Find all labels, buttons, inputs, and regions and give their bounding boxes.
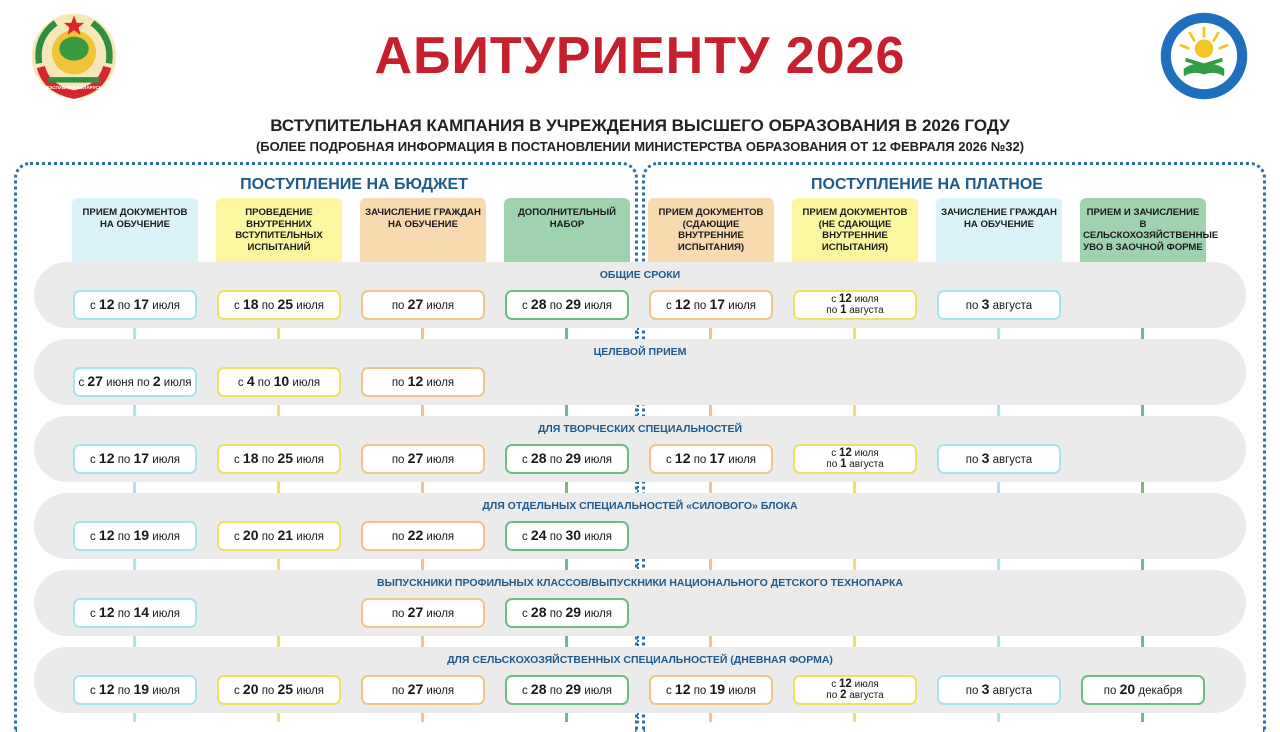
column-header: ПРИЕМ ДОКУМЕНТОВ (СДАЮЩИЕ ВНУТРЕННИЕ ИСПЫТАНИЯ) <box>648 198 774 262</box>
date-cell: с 12 по 17 июля <box>73 290 197 320</box>
date-cell: по 22 июля <box>361 521 485 551</box>
date-cell: по 3 августа <box>937 290 1061 320</box>
date-cell: с 28 по 29 июля <box>505 290 629 320</box>
date-cell: с 28 по 29 июля <box>505 675 629 705</box>
date-cell: по 27 июля <box>361 675 485 705</box>
date-cell: с 12 по 19 июля <box>73 675 197 705</box>
date-cell: с 12 по 19 июля <box>649 675 773 705</box>
divider-dots <box>637 405 645 415</box>
date-cell: по 27 июля <box>361 290 485 320</box>
divider-dots <box>637 636 645 646</box>
budget-section-title: ПОСТУПЛЕНИЕ НА БЮДЖЕТ <box>240 176 468 193</box>
row-title: ДЛЯ ТВОРЧЕСКИХ СПЕЦИАЛЬНОСТЕЙ <box>537 423 743 435</box>
date-cell: с 12 по 17 июля <box>73 444 197 474</box>
date-cell: по 3 августа <box>937 675 1061 705</box>
date-cell: с 4 по 10 июля <box>217 367 341 397</box>
date-cell: с 12 по 14 июля <box>73 598 197 628</box>
row-title: ДЛЯ ОТДЕЛЬНЫХ СПЕЦИАЛЬНОСТЕЙ «СИЛОВОГО» БЛОКА <box>482 500 798 512</box>
row-title: ДЛЯ СЕЛЬСКОХОЗЯЙСТВЕННЫХ СПЕЦИАЛЬНОСТЕЙ (ДНЕВНАЯ ФОРМА) <box>447 654 833 666</box>
divider-dots <box>637 328 645 338</box>
date-cell: с 12 июля по 2 августа <box>793 675 917 705</box>
page-subtitle: ВСТУПИТЕЛЬНАЯ КАМПАНИЯ В УЧРЕЖДЕНИЯ ВЫСШЕГО ОБРАЗОВАНИЯ В 2026 ГОДУ <box>270 116 1010 135</box>
column-header: ПРИЕМ ДОКУМЕНТОВ НА ОБУЧЕНИЕ <box>72 198 198 262</box>
divider-dots <box>637 559 645 569</box>
row-title: ЦЕЛЕВОЙ ПРИЕМ <box>593 346 687 358</box>
date-cell: с 28 по 29 июля <box>505 598 629 628</box>
row-title: ВЫПУСКНИКИ ПРОФИЛЬНЫХ КЛАССОВ/ВЫПУСКНИКИ НАЦИОНАЛЬНОГО ДЕТСКОГО ТЕХНОПАРКА <box>377 577 903 589</box>
column-header: ДОПОЛНИТЕЛЬНЫЙ НАБОР <box>504 198 630 262</box>
date-cell: с 18 по 25 июля <box>217 290 341 320</box>
date-cell: с 12 июля по 1 августа <box>793 290 917 320</box>
date-cell: с 27 июня по 2 июля <box>73 367 197 397</box>
column-header: ЗАЧИСЛЕНИЕ ГРАЖДАН НА ОБУЧЕНИЕ <box>360 198 486 262</box>
date-cell: по 27 июля <box>361 444 485 474</box>
date-cell: с 18 по 25 июля <box>217 444 341 474</box>
date-cell: по 27 июля <box>361 598 485 628</box>
date-cell: с 28 по 29 июля <box>505 444 629 474</box>
date-cell: по 20 декабря <box>1081 675 1205 705</box>
divider-dots <box>637 482 645 492</box>
divider-dots <box>637 713 645 723</box>
date-cell: с 20 по 21 июля <box>217 521 341 551</box>
column-header: ПРИЕМ ДОКУМЕНТОВ (НЕ СДАЮЩИЕ ВНУТРЕННИЕ ИСПЫТАНИЯ) <box>792 198 918 262</box>
coat-of-arms-text: РЭСПУБЛІКА БЕЛАРУСЬ <box>45 85 103 91</box>
column-header: ПРИЕМ И ЗАЧИСЛЕНИЕ В СЕЛЬСКОХОЗЯЙСТВЕННЫЕ УВО В ЗАОЧНОЙ ФОРМЕ <box>1080 198 1206 262</box>
date-cell: с 12 июля по 1 августа <box>793 444 917 474</box>
date-cell: по 3 августа <box>937 444 1061 474</box>
column-header: ПРОВЕДЕНИЕ ВНУТРЕННИХ ВСТУПИТЕЛЬНЫХ ИСПЫТАНИЙ <box>216 198 342 262</box>
date-cell: с 12 по 17 июля <box>649 290 773 320</box>
date-cell: по 12 июля <box>361 367 485 397</box>
paid-section-title: ПОСТУПЛЕНИЕ НА ПЛАТНОЕ <box>811 176 1043 193</box>
date-cell: с 12 по 17 июля <box>649 444 773 474</box>
subtitle-note: (БОЛЕЕ ПОДРОБНАЯ ИНФОРМАЦИЯ В ПОСТАНОВЛЕНИИ МИНИСТЕРСТВА ОБРАЗОВАНИЯ ОТ 12 ФЕВРАЛЯ 2026 №32) <box>255 139 1025 154</box>
date-cell: с 12 по 19 июля <box>73 521 197 551</box>
date-cell: с 20 по 25 июля <box>217 675 341 705</box>
page-title: АБИТУРИЕНТУ 2026 <box>374 27 906 85</box>
date-cell: с 24 по 30 июля <box>505 521 629 551</box>
column-header: ЗАЧИСЛЕНИЕ ГРАЖДАН НА ОБУЧЕНИЕ <box>936 198 1062 262</box>
row-title: ОБЩИЕ СРОКИ <box>599 269 681 281</box>
